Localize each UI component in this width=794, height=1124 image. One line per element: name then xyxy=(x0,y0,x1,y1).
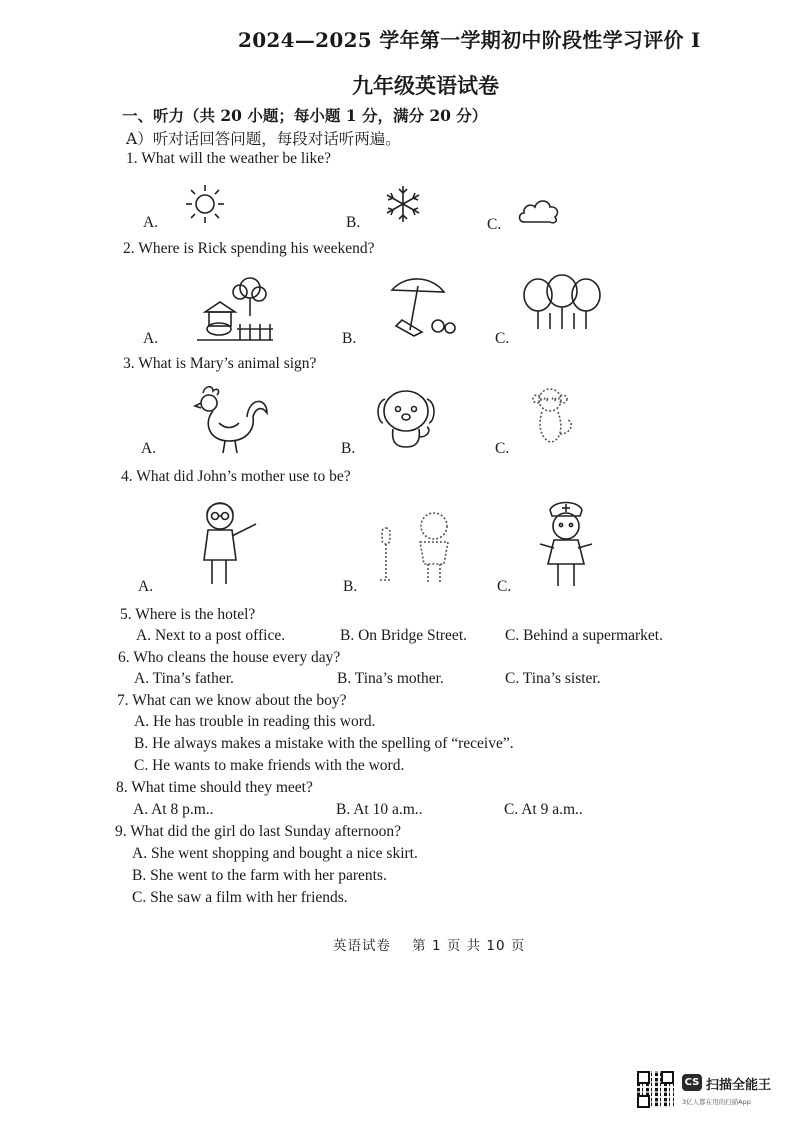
q6-option-b: B. Tina’s mother. xyxy=(337,670,444,687)
exam-subtitle: 九年级英语试卷 xyxy=(352,73,499,98)
q5-option-a: A. Next to a post office. xyxy=(136,627,286,644)
q7-option-a: A. He has trouble in reading this word. xyxy=(134,713,376,730)
sun-icon xyxy=(183,182,227,226)
q1-option-a: A. xyxy=(143,214,159,231)
beach-icon xyxy=(388,274,460,340)
scanner-brand: 扫描全能王 xyxy=(706,1078,772,1093)
q8-option-c: C. At 9 a.m.. xyxy=(504,801,583,818)
q3-option-c: C. xyxy=(495,440,510,457)
q2-option-b: B. xyxy=(342,330,357,347)
q1-option-b: B. xyxy=(346,214,361,231)
q5-option-b: B. On Bridge Street. xyxy=(340,627,467,644)
q4-option-a: A. xyxy=(138,578,154,595)
monkey-icon xyxy=(528,384,578,450)
question-4: 4. What did John’s mother use to be? xyxy=(121,468,351,485)
q9-option-c: C. She saw a film with her friends. xyxy=(132,889,348,906)
cloud-icon xyxy=(516,195,562,227)
qr-code-icon xyxy=(637,1071,674,1108)
question-5: 5. Where is the hotel? xyxy=(120,606,256,623)
q4-option-c: C. xyxy=(497,578,512,595)
q3-option-b: B. xyxy=(341,440,356,457)
dog-icon xyxy=(371,385,441,451)
q7-option-c: C. He wants to make friends with the word. xyxy=(134,757,405,774)
section-heading: 一、听力（共 20 小题；每小题 1 分，满分 20 分） xyxy=(122,106,488,125)
part-a-instruction: A）听对话回答问题，每段对话听两遍。 xyxy=(126,130,401,148)
q8-option-b: B. At 10 a.m.. xyxy=(336,801,423,818)
nurse-icon xyxy=(536,498,596,590)
question-3: 3. What is Mary’s animal sign? xyxy=(123,355,317,372)
exam-title: 2024—2025 学年第一学期初中阶段性学习评价 I xyxy=(238,28,701,52)
q2-option-c: C. xyxy=(495,330,510,347)
question-9: 9. What did the girl do last Sunday afternoon? xyxy=(115,823,401,840)
rooster-icon xyxy=(191,383,271,457)
page-footer: 英语试卷 第 1 页 共 10 页 xyxy=(333,938,526,954)
q6-option-a: A. Tina’s father. xyxy=(134,670,234,687)
question-1: 1. What will the weather be like? xyxy=(126,150,332,167)
q5-option-c: C. Behind a supermarket. xyxy=(505,627,663,644)
q8-option-a: A. At 8 p.m.. xyxy=(133,801,214,818)
teacher-icon xyxy=(196,496,260,590)
q9-option-a: A. She went shopping and bought a nice skirt. xyxy=(132,845,418,862)
forest-icon xyxy=(520,273,604,333)
question-6: 6. Who cleans the house every day? xyxy=(118,649,341,666)
farm-icon xyxy=(195,274,275,344)
question-2: 2. Where is Rick spending his weekend? xyxy=(123,240,375,257)
snowflake-icon xyxy=(383,184,423,224)
question-8: 8. What time should they meet? xyxy=(116,779,313,796)
q2-option-a: A. xyxy=(143,330,159,347)
q6-option-c: C. Tina’s sister. xyxy=(505,670,601,687)
q9-option-b: B. She went to the farm with her parents. xyxy=(132,867,387,884)
question-7: 7. What can we know about the boy? xyxy=(117,692,347,709)
q4-option-b: B. xyxy=(343,578,358,595)
q1-option-c: C. xyxy=(487,216,502,233)
scanner-logo-icon: CS xyxy=(682,1074,702,1091)
scanner-tagline: 3亿人都在用的扫描App xyxy=(682,1098,751,1106)
q3-option-a: A. xyxy=(141,440,157,457)
q7-option-b: B. He always makes a mistake with the spelling of “receive”. xyxy=(134,735,514,752)
singer-icon xyxy=(376,508,456,588)
